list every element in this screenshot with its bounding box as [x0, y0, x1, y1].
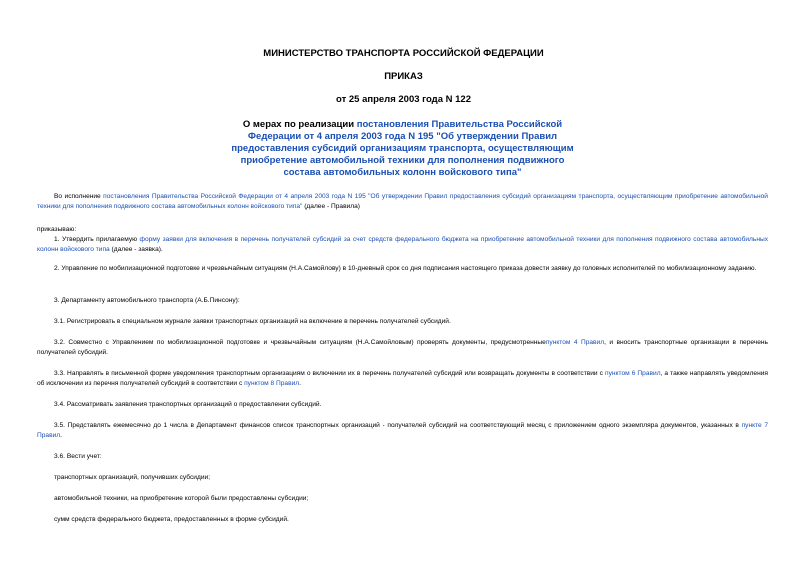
paragraph-3-4: 3.4. Рассматривать заявления транспортных организаций о предоставлении субсидий.: [54, 401, 322, 408]
p3-3-link-2[interactable]: пунктом 8 Правил: [244, 380, 300, 387]
intro-resolution-link[interactable]: постановления Правительства Российской Федерации от 4 апреля 2003 года N 195 "Об утверждении Правил предоставления субсидий организациям транспорта, осуществляющим приобретение автомобильной техники для пополнения подвижного состава автомобильных колонн войскового типа": [37, 193, 768, 210]
p3-3-suffix: .: [299, 380, 301, 387]
paragraph-3: 3. Департаменту автомобильного транспорта (А.Б.Пинсону):: [54, 297, 240, 304]
ministry-heading: МИНИСТЕРСТВО ТРАНСПОРТА РОССИЙСКОЙ ФЕДЕРАЦИИ: [263, 48, 544, 59]
paragraph-2: 2. Управление по мобилизационной подготовке и чрезвычайным ситуациям (Н.А.Самойлову) в 10-дневный срок со дня подписания настоящего приказа довести заявку до головных исполнителей по мобилизационному заданию.: [54, 265, 757, 272]
p3-5-prefix: 3.5. Представлять ежемесячно до 1 числа в Департамент финансов список транспортных организаций - получателей субсидий на соответствующий месяц с приложением одного экземпляра документов, указанных в: [54, 422, 742, 429]
paragraph-3-5: [37, 421, 768, 441]
intro-prefix: Во исполнение: [54, 193, 104, 200]
paragraph-3-6: 3.6. Вести учет:: [54, 453, 102, 460]
p1-prefix: 1. Утвердить прилагаемую: [54, 236, 140, 243]
paragraph-1: [37, 235, 768, 255]
intro-suffix: (далее - Правила): [302, 203, 360, 210]
p3-3-prefix: 3.3. Направлять в письменной форме уведомления транспортным организациям о включении их в перечень получателей субсидий или возвращать документы в соответствии с: [54, 370, 606, 377]
date-number-heading: от 25 апреля 2003 года N 122: [336, 94, 471, 105]
order-word: приказываю:: [37, 226, 77, 233]
list-item: транспортных организаций, получивших субсидии;: [54, 474, 211, 481]
p3-3-mid: , а также направлять уведомления об исключении из перечня получателей субсидий в соответствии с: [37, 370, 768, 387]
p3-5-suffix: .: [60, 432, 62, 439]
p3-3-link-1[interactable]: пунктом 6 Правил: [605, 370, 661, 377]
paragraph-3-2: [37, 338, 768, 358]
p3-2-link[interactable]: пунктом 4 Правил: [545, 339, 605, 346]
list-item: сумм средств федерального бюджета, предоставленных в форме субсидий.: [54, 516, 289, 523]
title-prefix: О мерах по реализации: [242, 119, 357, 130]
intro-paragraph: [37, 192, 768, 212]
p1-form-link[interactable]: форму заявки для включения в перечень получателей субсидий за счет средств федерального бюджета на приобретение автомобильной техники для пополнения подвижного состава автомобильных колонн войскового типа: [37, 236, 769, 253]
p1-suffix: (далее - заявка).: [109, 246, 163, 253]
p3-5-link[interactable]: пункте 7 Правил: [37, 422, 768, 439]
document-title: [230, 119, 575, 179]
list-item: автомобильной техники, на приобретение которой были предоставлены субсидии;: [54, 495, 309, 502]
paragraph-3-1: 3.1. Регистрировать в специальном журнале заявки транспортных организаций на включение в перечень получателей субсидий.: [54, 318, 451, 325]
p3-2-prefix: 3.2. Совместно с Управлением по мобилизационной подготовке и чрезвычайным ситуациям (Н.А.Самойловым) проверять документы, предусмотренные: [54, 339, 546, 346]
paragraph-3-3: [37, 369, 768, 389]
title-resolution-link[interactable]: постановления Правительства Российской Федерации от 4 апреля 2003 года N 195 "Об утверждении Правил предоставления субсидий организациям транспорта, осуществляющим приобретение автомобильной техники для пополнения подвижного состава автомобильных колонн войскового типа": [231, 119, 574, 178]
doc-type-heading: ПРИКАЗ: [384, 71, 423, 82]
p3-2-suffix: , и вносить транспортные организации в перечень получателей субсидий.: [37, 339, 768, 356]
